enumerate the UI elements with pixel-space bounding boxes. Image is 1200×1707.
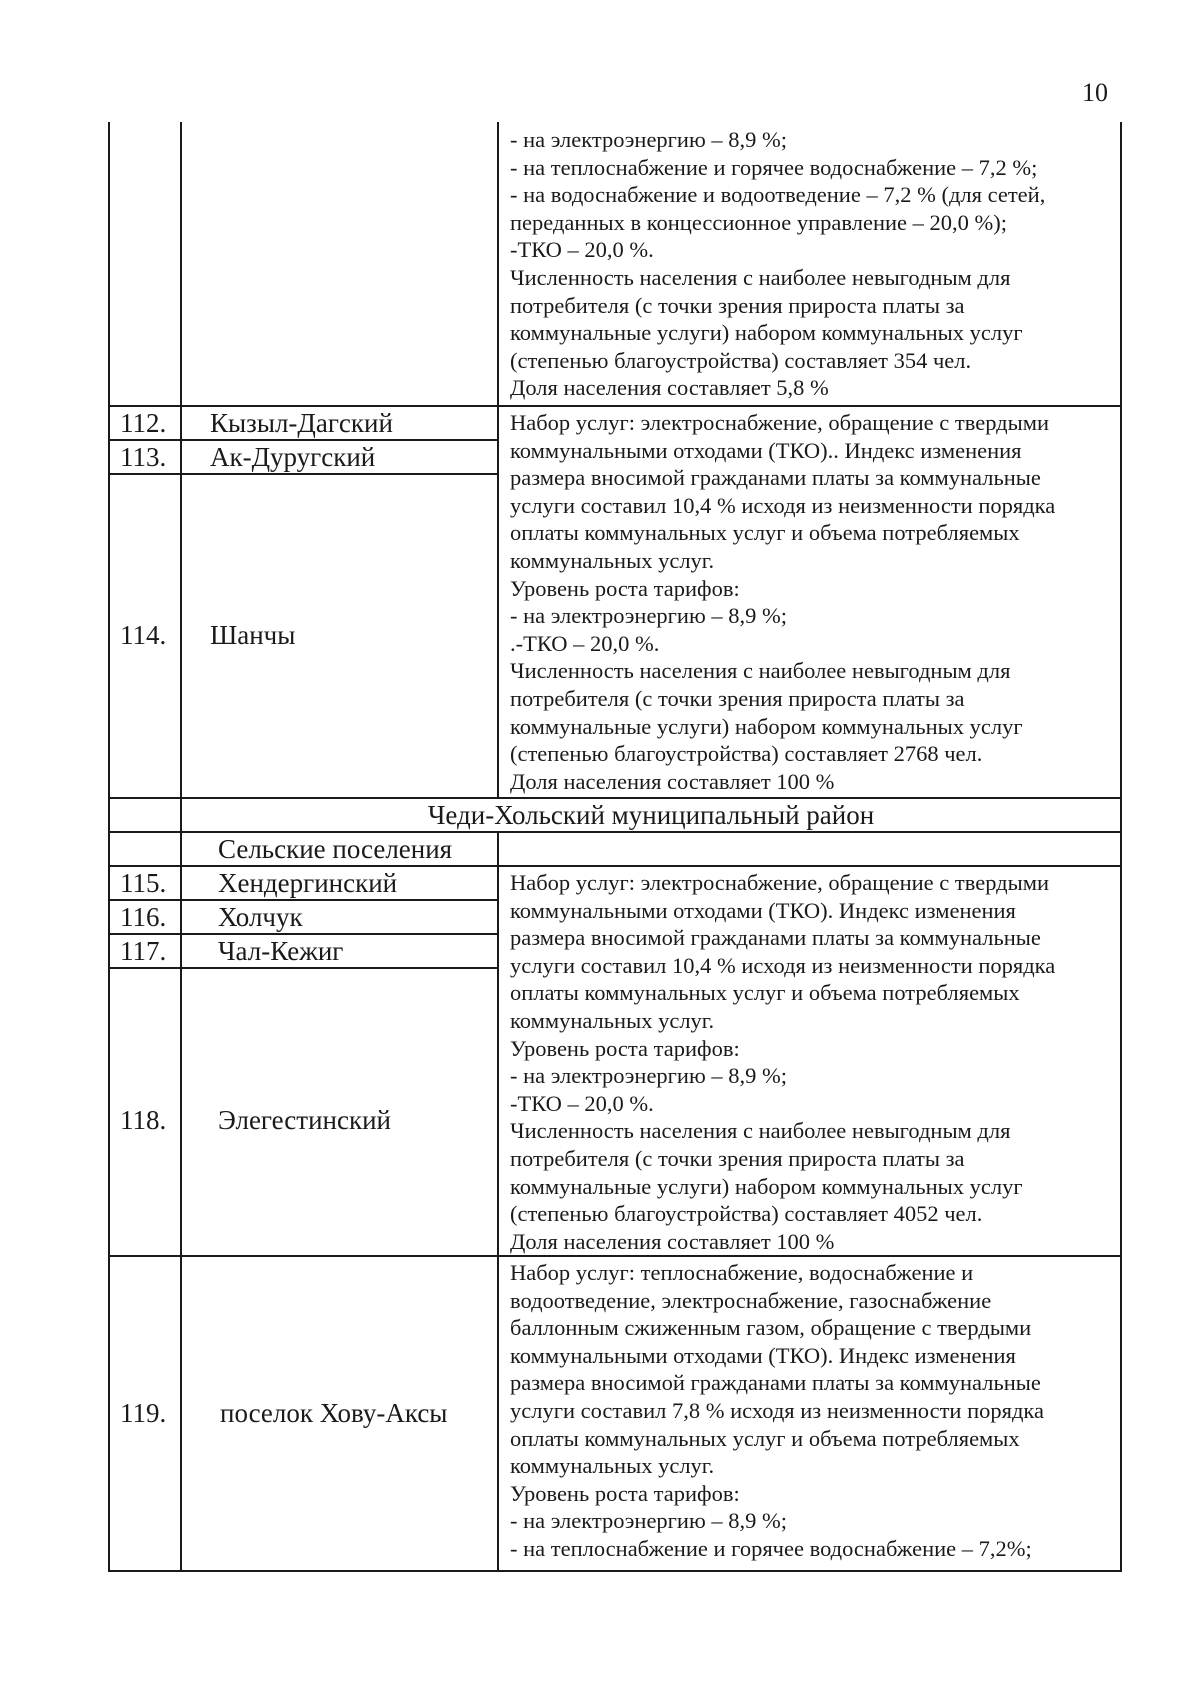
- description-cell: [510, 409, 1130, 795]
- text-line: .-ТКО – 20,0 %.: [510, 630, 660, 656]
- text-line: - на электроэнергию – 8,9 %;: [510, 603, 788, 629]
- row-number: 116.: [120, 902, 167, 932]
- text-line: Численность населения с наиболее невыгодным для: [510, 658, 1011, 684]
- settlement-name: Чал-Кежиг: [218, 936, 344, 966]
- text-line: услуги составил 10,4 % исходя из неизменности порядка: [510, 952, 1056, 978]
- row-number: 113.: [120, 442, 167, 472]
- text-line: переданных в концессионное управление – 20,0 %);: [510, 209, 1007, 235]
- text-line: Доля населения составляет 100 %: [510, 768, 835, 794]
- text-line: потребителя (с точки зрения прироста платы за: [510, 292, 965, 318]
- settlement-name: Элегестинский: [218, 1105, 391, 1135]
- settlement-name: Кызыл-Дагский: [210, 408, 393, 438]
- settlement-name: поселок Хову-Аксы: [220, 1398, 448, 1428]
- text-line: размера вносимой гражданами платы за коммунальные: [510, 465, 1041, 491]
- settlements-heading: Сельские поселения: [218, 834, 453, 864]
- text-line: (степенью благоустройства) составляет 2768 чел.: [510, 741, 983, 767]
- text-line: Численность населения с наиболее невыгодным для: [510, 1118, 1011, 1144]
- text-line: водоотведение, электроснабжение, газоснабжение: [510, 1287, 992, 1313]
- text-line: услуги составил 10,4 % исходя из неизменности порядка: [510, 492, 1056, 518]
- text-line: потребителя (с точки зрения прироста платы за: [510, 685, 965, 711]
- text-line: размера вносимой гражданами платы за коммунальные: [510, 1370, 1041, 1396]
- page-number: 10: [1082, 78, 1108, 107]
- text-line: Набор услуг: электроснабжение, обращение с твердыми: [510, 410, 1050, 435]
- text-line: (степенью благоустройства) составляет 4052 чел.: [510, 1201, 983, 1227]
- text-line: баллонным сжиженным газом, обращение с твердыми: [510, 1315, 1032, 1341]
- text-line: коммунальных услуг.: [510, 547, 715, 573]
- text-line: коммунальными отходами (ТКО). Индекс изменения: [510, 1342, 1016, 1368]
- text-line: Численность населения с наиболее невыгодным для: [510, 264, 1011, 290]
- text-line: коммунальных услуг.: [510, 1007, 715, 1033]
- text-line: коммунальные услуги) набором коммунальных услуг: [510, 1173, 1023, 1199]
- text-line: - на теплоснабжение и горячее водоснабжение – 7,2 %;: [510, 154, 1038, 180]
- text-line: коммунальными отходами (ТКО). Индекс изменения: [510, 897, 1016, 923]
- row-number: 114.: [120, 620, 167, 650]
- description-cell: [510, 1259, 1130, 1563]
- row-number: 118.: [120, 1105, 167, 1135]
- text-line: - на электроэнергию – 8,9 %;: [510, 127, 788, 152]
- text-line: -ТКО – 20,0 %.: [510, 237, 654, 263]
- description-cell: [510, 126, 1130, 402]
- text-line: размера вносимой гражданами платы за коммунальные: [510, 925, 1041, 951]
- text-line: Доля населения составляет 5,8 %: [510, 375, 829, 401]
- text-line: коммунальные услуги) набором коммунальных услуг: [510, 713, 1023, 739]
- row-number: 112.: [120, 408, 167, 438]
- settlement-name: Хендергинский: [218, 868, 398, 898]
- text-line: Набор услуг: теплоснабжение, водоснабжение и: [510, 1260, 974, 1285]
- text-line: потребителя (с точки зрения прироста платы за: [510, 1145, 965, 1171]
- settlement-name: Шанчы: [210, 620, 296, 650]
- settlement-name: Холчук: [218, 902, 303, 932]
- text-line: Доля населения составляет 100 %: [510, 1228, 835, 1254]
- text-line: - на электроэнергию – 8,9 %;: [510, 1508, 788, 1534]
- text-line: - на электроэнергию – 8,9 %;: [510, 1063, 788, 1089]
- text-line: - на водоснабжение и водоотведение – 7,2 % (для сетей,: [510, 182, 1046, 208]
- text-line: оплаты коммунальных услуг и объема потребляемых: [510, 1425, 1020, 1451]
- text-line: - на теплоснабжение и горячее водоснабжение – 7,2%;: [510, 1535, 1032, 1561]
- row-number: 115.: [120, 868, 167, 898]
- text-line: Набор услуг: электроснабжение, обращение с твердыми: [510, 870, 1050, 895]
- text-line: коммунальными отходами (ТКО).. Индекс изменения: [510, 437, 1022, 463]
- text-line: коммунальные услуги) набором коммунальных услуг: [510, 320, 1023, 346]
- settlement-name: Ак-Дуругский: [210, 442, 376, 472]
- text-line: оплаты коммунальных услуг и объема потребляемых: [510, 520, 1020, 546]
- district-heading: Чеди-Хольский муниципальный район: [427, 800, 875, 830]
- row-number: 117.: [120, 936, 167, 966]
- text-line: -ТКО – 20,0 %.: [510, 1090, 654, 1116]
- text-line: Уровень роста тарифов:: [510, 1480, 740, 1506]
- text-line: оплаты коммунальных услуг и объема потребляемых: [510, 980, 1020, 1006]
- text-line: (степенью благоустройства) составляет 354 чел.: [510, 347, 972, 373]
- text-line: Уровень роста тарифов:: [510, 575, 740, 601]
- description-cell: [510, 869, 1130, 1255]
- text-line: коммунальных услуг.: [510, 1453, 715, 1479]
- row-number: 119.: [120, 1398, 167, 1428]
- text-line: Уровень роста тарифов:: [510, 1035, 740, 1061]
- text-line: услуги составил 7,8 % исходя из неизменности порядка: [510, 1397, 1044, 1423]
